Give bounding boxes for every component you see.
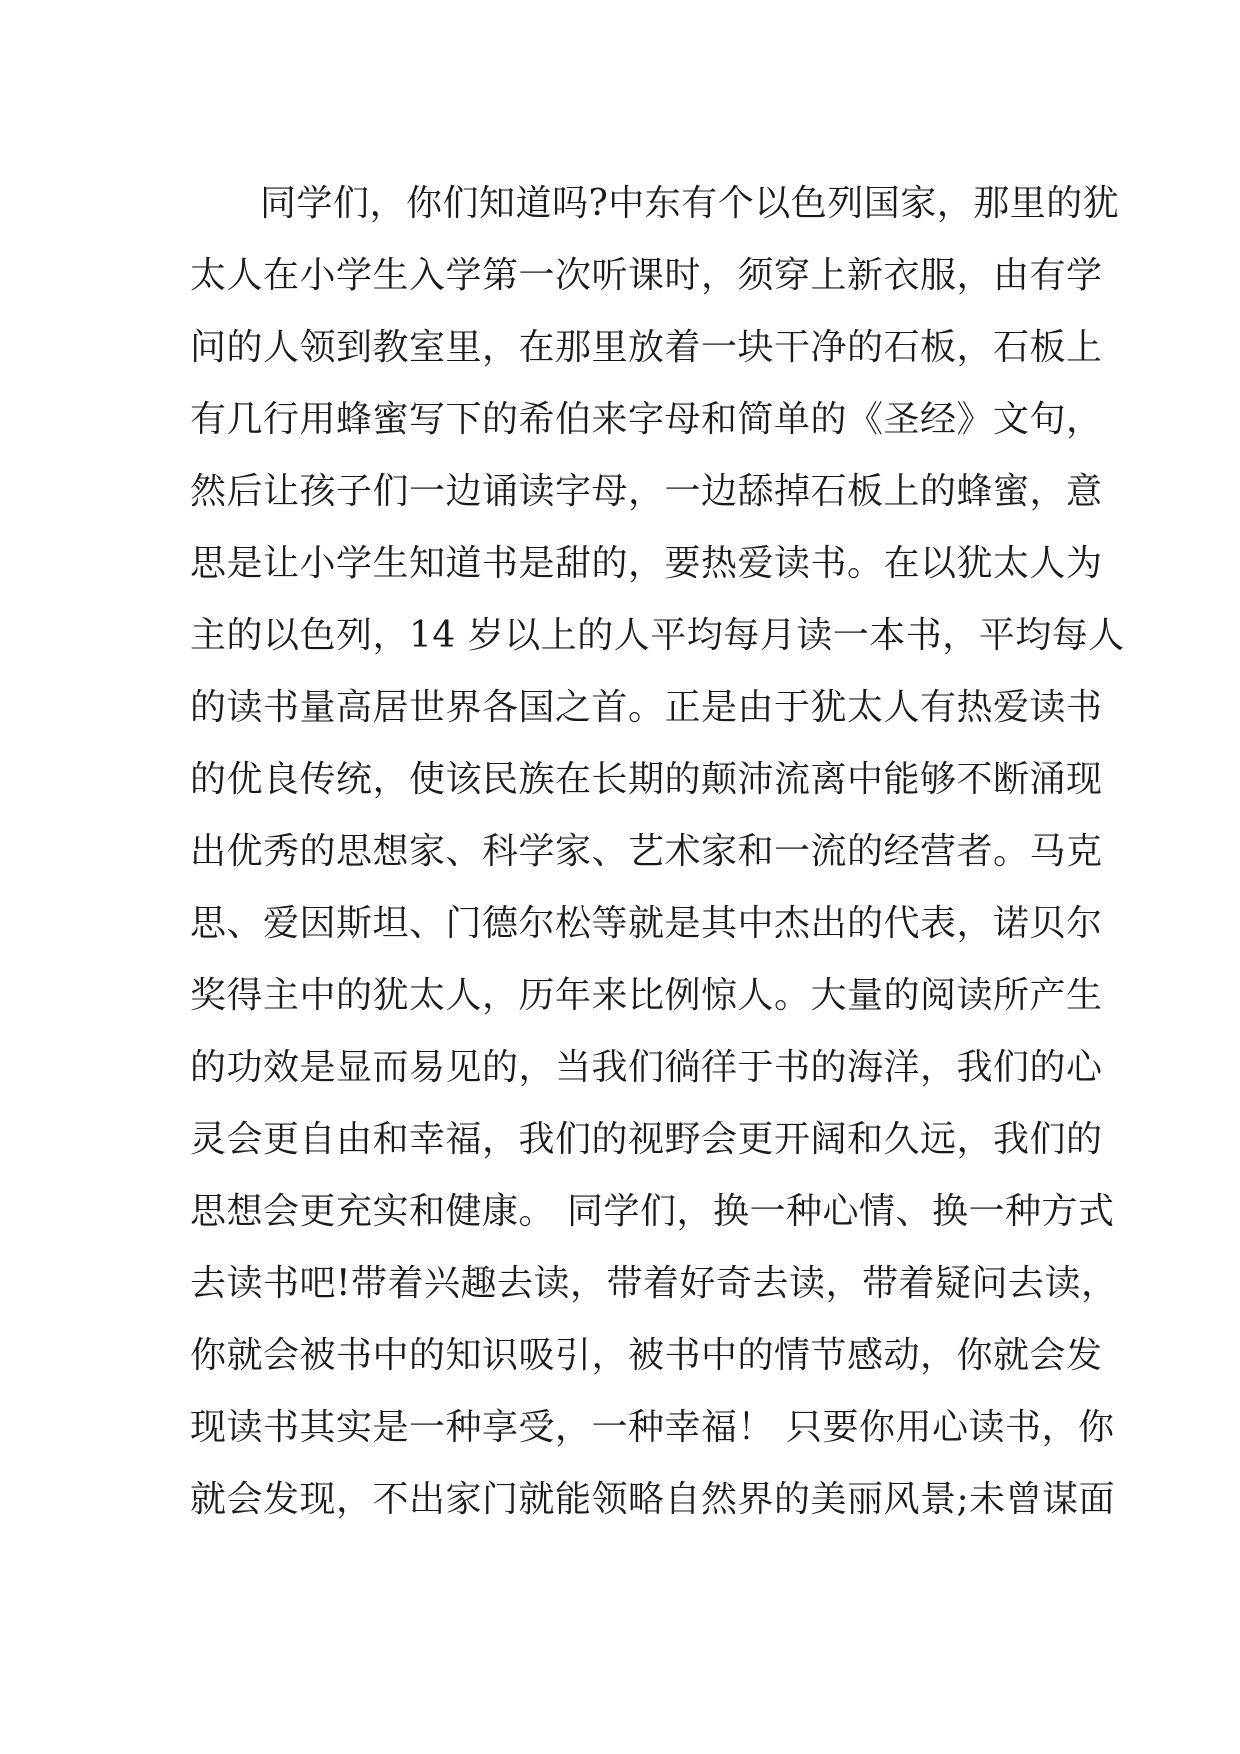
text-line: 思、爱因斯坦、门德尔松等就是其中杰出的代表，诺贝尔	[190, 903, 1103, 944]
text-line: 然后让孩子们一边诵读字母，一边舔掉石板上的蜂蜜，意	[190, 471, 1103, 512]
text-line: 灵会更自由和幸福，我们的视野会更开阔和久远，我们的	[190, 1119, 1103, 1160]
text-line: 主的以色列，14 岁以上的人平均每月读一本书，平均每人	[190, 615, 1125, 656]
text-line: 的功效是显而易见的，当我们徜徉于书的海洋，我们的心	[190, 1047, 1103, 1088]
text-line: 去读书吧!带着兴趣去读，带着好奇去读，带着疑问去读，	[190, 1263, 1118, 1304]
text-line: 太人在小学生入学第一次听课时，须穿上新衣服，由有学	[190, 255, 1103, 296]
text-line: 的读书量高居世界各国之首。正是由于犹太人有热爱读书	[190, 687, 1103, 728]
text-line: 的优良传统，使该民族在长期的颠沛流离中能够不断涌现	[190, 759, 1103, 800]
text-line: 现读书其实是一种享受，一种幸福！ 只要你用心读书，你	[190, 1407, 1115, 1448]
text-line: 你就会被书中的知识吸引，被书中的情节感动，你就会发	[190, 1335, 1103, 1376]
text-line: 思是让小学生知道书是甜的，要热爱读书。在以犹太人为	[190, 543, 1103, 584]
text-line: 同学们，你们知道吗?中东有个以色列国家，那里的犹	[260, 183, 1120, 224]
text-line: 奖得主中的犹太人，历年来比例惊人。大量的阅读所产生	[190, 975, 1103, 1016]
body-text	[190, 168, 1125, 1536]
text-line: 问的人领到教室里，在那里放着一块干净的石板，石板上	[190, 327, 1103, 368]
text-line: 有几行用蜂蜜写下的希伯来字母和简单的《圣经》文句，	[190, 399, 1103, 440]
text-line: 思想会更充实和健康。 同学们，换一种心情、换一种方式	[190, 1191, 1115, 1232]
text-line: 出优秀的思想家、科学家、艺术家和一流的经营者。马克	[190, 831, 1103, 872]
text-line: 就会发现，不出家门就能领略自然界的美丽风景;未曾谋面	[190, 1479, 1116, 1520]
